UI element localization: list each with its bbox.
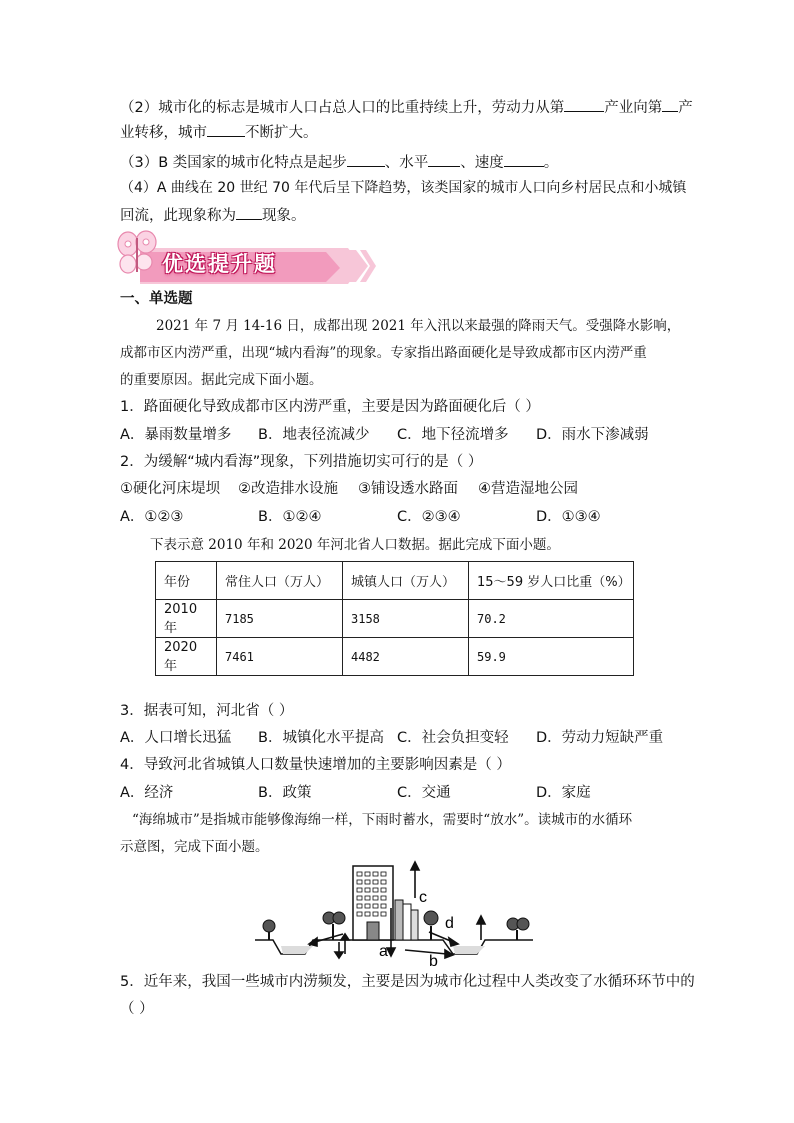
q4-option-d[interactable]: D．家庭 bbox=[536, 785, 591, 801]
table-header: 常住人口（万人） bbox=[217, 562, 343, 600]
label-d: d bbox=[445, 915, 454, 932]
tree-icon bbox=[263, 920, 275, 940]
blank[interactable] bbox=[504, 150, 544, 167]
table-row bbox=[156, 638, 634, 676]
passage2-line1: 下表示意 2010 年和 2020 年河北省人口数据。据此完成下面小题。 bbox=[150, 537, 560, 553]
q1-option-b[interactable]: B．地表径流减少 bbox=[258, 427, 370, 443]
table-cell: 3158 bbox=[343, 600, 469, 638]
table-cell: 2010 年 bbox=[156, 600, 217, 638]
q2-option-b[interactable]: B．①②④ bbox=[258, 509, 322, 525]
table-cell: 59.9 bbox=[469, 638, 634, 676]
population-table bbox=[155, 561, 634, 676]
q1-option-c[interactable]: C．地下径流增多 bbox=[397, 427, 509, 443]
table-header: 年份 bbox=[156, 562, 217, 600]
q2-fill-line2: 业转移，城市 不断扩大。 bbox=[120, 120, 680, 144]
passage1-line2: 成都市区内涝严重，出现“城内看海”的现象。专家指出路面硬化是导致成都市区内涝严重 bbox=[120, 345, 647, 361]
table-header: 15～59 岁人口比重（%） bbox=[469, 562, 634, 600]
blank[interactable] bbox=[428, 150, 460, 167]
q2-statement-2: ②改造排水设施 bbox=[238, 481, 338, 497]
q2-stem: 2．为缓解“城内看海”现象，下列措施切实可行的是（ ） bbox=[120, 454, 483, 470]
q1-option-a[interactable]: A．暴雨数量增多 bbox=[120, 427, 232, 443]
passage1-line1: 2021 年 7 月 14-16 日，成都出现 2021 年入汛以来最强的降雨天气。受强降水影响， bbox=[156, 318, 681, 334]
table-cell: 2020 年 bbox=[156, 638, 217, 676]
q2-statement-1: ①硬化河床堤坝 bbox=[120, 481, 220, 497]
butterfly-icon bbox=[118, 231, 156, 273]
q3-stem: 3．据表可知，河北省（ ） bbox=[120, 703, 294, 719]
q1-option-d[interactable]: D．雨水下渗减弱 bbox=[536, 427, 649, 443]
q4-option-b[interactable]: B．政策 bbox=[258, 785, 312, 801]
blank[interactable] bbox=[564, 95, 604, 112]
table-cell: 4482 bbox=[343, 638, 469, 676]
q2-fill-line1: （2）城市化的标志是城市人口占总人口的比重持续上升，劳动力从第 产业向第 产 bbox=[120, 95, 680, 119]
table-cell: 7185 bbox=[217, 600, 343, 638]
table-header: 城镇人口（万人） bbox=[343, 562, 469, 600]
q4-option-c[interactable]: C．交通 bbox=[397, 785, 451, 801]
passage1-line3: 的重要原因。据此完成下面小题。 bbox=[120, 372, 323, 388]
table-row bbox=[156, 600, 634, 638]
label-c: c bbox=[419, 889, 427, 906]
q4-fill-line2: 回流，此现象称为 现象。 bbox=[120, 203, 680, 227]
q5-stem-line1: 5．近年来，我国一些城市内涝频发，主要是因为城市化过程中人类改变了水循环环节中的 bbox=[120, 974, 695, 990]
label-a: a bbox=[379, 943, 388, 960]
q3-option-d[interactable]: D．劳动力短缺严重 bbox=[536, 730, 664, 746]
q5-stem-line2: （ ） bbox=[120, 1001, 154, 1017]
q2-option-d[interactable]: D．①③④ bbox=[536, 509, 601, 525]
q2-option-a[interactable]: A．①②③ bbox=[120, 509, 184, 525]
passage3-line1: “海绵城市”是指城市能够像海绵一样，下雨时蓄水，需要时“放水”。读城市的水循环 bbox=[132, 812, 633, 828]
table-header-row bbox=[156, 562, 634, 600]
q4-fill-line1: （4）A 曲线在 20 世纪 70 年代后呈下降趋势，该类国家的城市人口向乡村居民点和小城镇 bbox=[120, 180, 687, 196]
q4-stem: 4．导致河北省城镇人口数量快速增加的主要影响因素是（ ） bbox=[120, 757, 511, 773]
table-cell: 7461 bbox=[217, 638, 343, 676]
q4-option-a[interactable]: A．经济 bbox=[120, 785, 174, 801]
banner-title: 优选提升题 bbox=[162, 252, 277, 276]
q3-option-a[interactable]: A．人口增长迅猛 bbox=[120, 730, 232, 746]
section-title: 一、单选题 bbox=[120, 291, 193, 307]
blank[interactable] bbox=[662, 95, 678, 112]
building-icon bbox=[353, 866, 393, 940]
blank[interactable] bbox=[207, 120, 245, 137]
blank[interactable] bbox=[236, 203, 262, 220]
q3-fill-line: （3）B 类国家的城市化特点是起步 、水平 、速度 。 bbox=[120, 150, 680, 174]
city-water-cycle-diagram bbox=[255, 858, 535, 968]
q1-stem: 1．路面硬化导致成都市区内涝严重，主要是因为路面硬化后（ ） bbox=[120, 399, 540, 415]
q3-option-c[interactable]: C．社会负担变轻 bbox=[397, 730, 509, 746]
label-b: b bbox=[429, 953, 438, 968]
q3-option-b[interactable]: B．城镇化水平提高 bbox=[258, 730, 384, 746]
q2-statement-4: ④营造湿地公园 bbox=[478, 481, 578, 497]
passage3-line2: 示意图，完成下面小题。 bbox=[120, 839, 269, 855]
q2-statement-3: ③铺设透水路面 bbox=[358, 481, 458, 497]
q2-option-c[interactable]: C．②③④ bbox=[397, 509, 461, 525]
tree-icon bbox=[507, 918, 529, 940]
blank[interactable] bbox=[347, 150, 385, 167]
table-cell: 70.2 bbox=[469, 600, 634, 638]
